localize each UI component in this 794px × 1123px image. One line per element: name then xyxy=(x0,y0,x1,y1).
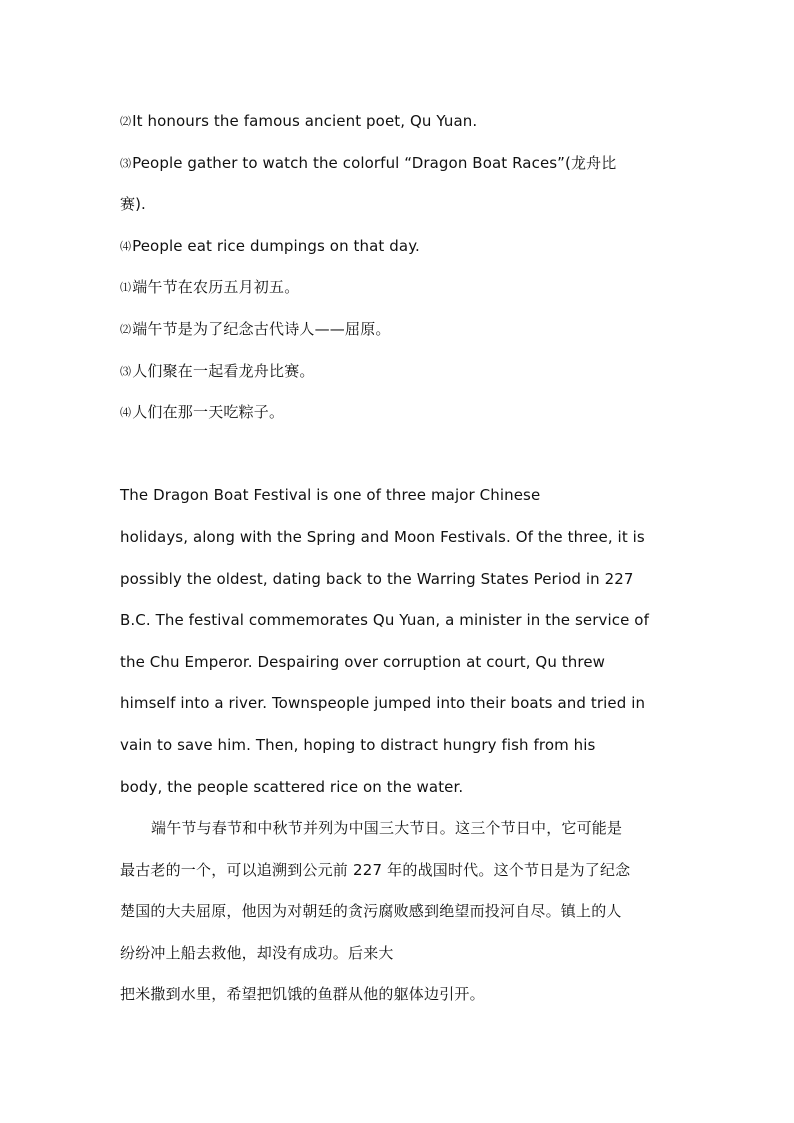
chinese-passage-line: 楚国的大夫屈原，他因为对朝廷的贪污腐败感到绝望而投河自尽。镇上的人 xyxy=(120,902,622,921)
english-passage-line: vain to save him. Then, hoping to distract hungry fish from his xyxy=(120,735,596,754)
chinese-passage-line: 纷纷冲上船去救他，却没有成功。后来大 xyxy=(120,943,394,962)
point-text: 人们聚在一起看龙舟比赛。 xyxy=(132,361,315,380)
chinese-point-3 xyxy=(120,351,678,393)
english-passage-line: B.C. The festival commemorates Qu Yuan, a minister in the service of xyxy=(120,611,649,630)
document-content xyxy=(120,101,678,1016)
point-number: ⑷ xyxy=(120,406,132,420)
point-text: It honours the famous ancient poet, Qu Yuan. xyxy=(132,112,478,130)
english-passage-line: The Dragon Boat Festival is one of three major Chinese xyxy=(120,486,541,505)
chinese-passage-line: 端午节与春节和中秋节并列为中国三大节日。这三个节日中，它可能是 xyxy=(151,819,623,838)
point-text: People eat rice dumpings on that day. xyxy=(132,236,420,255)
point-text: 端午节在农历五月初五。 xyxy=(132,278,300,297)
english-passage-line: holidays, along with the Spring and Moon Festivals. Of the three, it is xyxy=(120,527,645,546)
english-passage-line: himself into a river. Townspeople jumped into their boats and tried in xyxy=(120,694,646,713)
point-text: 赛). xyxy=(120,195,146,214)
english-point-2 xyxy=(120,101,678,143)
chinese-passage-line: 把米撒到水里，希望把饥饿的鱼群从他的躯体边引开。 xyxy=(120,985,485,1004)
point-number: ⑵ xyxy=(120,115,132,128)
english-passage-line: possibly the oldest, dating back to the Warring States Period in 227 xyxy=(120,569,634,588)
english-passage-line: the Chu Emperor. Despairing over corruption at court, Qu threw xyxy=(120,652,606,671)
english-point-3-continued xyxy=(120,184,678,226)
point-number: ⑴ xyxy=(120,281,132,295)
paragraph-gap xyxy=(120,434,678,476)
point-number: ⑶ xyxy=(120,364,132,378)
point-text: 端午节是为了纪念古代诗人——屈原。 xyxy=(132,319,391,338)
english-point-4 xyxy=(120,226,678,268)
chinese-point-1 xyxy=(120,267,678,309)
chinese-point-4 xyxy=(120,392,678,434)
point-number: ⑷ xyxy=(120,239,132,253)
english-point-3 xyxy=(120,143,678,185)
point-number: ⑶ xyxy=(120,156,132,170)
english-passage-line: body, the people scattered rice on the water. xyxy=(120,777,464,796)
point-text: 人们在那一天吃粽子。 xyxy=(132,403,285,422)
chinese-passage-line: 最古老的一个，可以追溯到公元前 227 年的战国时代。这个节日是为了纪念 xyxy=(120,860,631,879)
chinese-point-2 xyxy=(120,309,678,351)
point-text: People gather to watch the colorful “Dragon Boat Races”(龙舟比 xyxy=(132,153,617,172)
point-number: ⑵ xyxy=(120,322,132,336)
